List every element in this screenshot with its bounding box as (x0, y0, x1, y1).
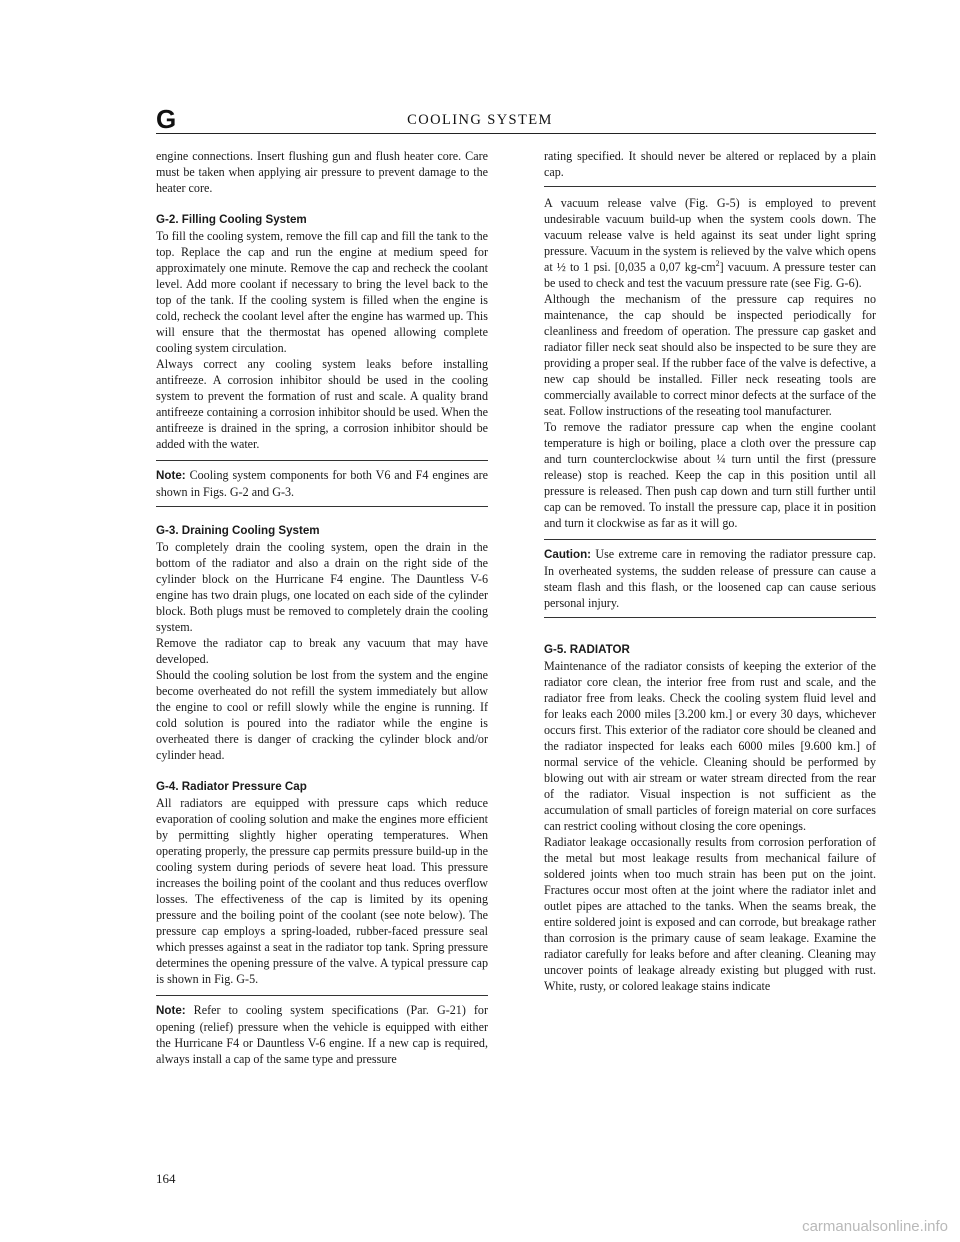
heading-g5: G-5. RADIATOR (544, 643, 630, 656)
page-number: 164 (156, 1171, 176, 1186)
note-text-continued: rating specified. It should never be altered or replaced by a plain cap. (544, 149, 876, 179)
header-rule (156, 133, 876, 134)
note-text: Refer to cooling system specifications (Par. G-21) for opening (relief) pressure when the vehicle is equipped with either the Hurricane F4 or Dauntless V-6 engine. If a new cap is required, always install a cap of the same type and pressure (156, 1003, 488, 1066)
paragraph-g3-1: To completely drain the cooling system, open the drain in the bottom of the radiator and also a drain on the right side of the cylinder block on the Hurricane F4 engine. The Dauntless V-6 engine has two drain plugs, one located on each side of the cylinder block. Both plugs must be removed to completely drain the cooling system. (156, 540, 488, 634)
paragraph-continued: engine connections. Insert flushing gun and flush heater core. Care must be taken when applying air pressure to prevent damage to the heater core. (156, 149, 488, 195)
heading-g3: G-3. Draining Cooling System (156, 524, 320, 537)
note-label: Note: (156, 469, 186, 482)
page-header (0, 0, 960, 140)
caution-label: Caution: (544, 548, 592, 561)
note-box-components (156, 460, 488, 507)
paragraph-g5-2: Radiator leakage occasionally results from corrosion perforation of the metal but most leakage results from mechanical failure of soldered joints when too much strain has been put on the joint. Fractures occur most often at the joint where the radiator inlet and outlet pipes are attached to the tanks. When the seams break, the entire soldered joint is exposed and can corrode, but breakage rather than corrosion is the primary cause of seam leakage. Examine the radiator carefully for leaks before and after cleaning. Cleaning may uncover points of leakage already existing but plugged with rust. White, rusty, or colored leakage stains indicate (544, 835, 876, 993)
note-box-pressure (156, 995, 488, 1073)
heading-g4: G-4. Radiator Pressure Cap (156, 780, 307, 793)
heading-g2: G-2. Filling Cooling System (156, 213, 307, 226)
paragraph-g5-1: Maintenance of the radiator consists of keeping the exterior of the radiator core clean, the interior free from rust and scale, and the radiator free from leaks. Check the cooling system fluid level and for leaks each 2000 miles [3.200 km.] or every 30 days, whichever occurs first. This exterior of the radiator core should be cleaned and the radiator inspected for leaks each 6000 miles [9.600 km.] of normal service of the vehicle. Cleaning should be performed by blowing out with air stream or water stream directed from the rear of the radiator. Visual inspection is not sufficient as the accumulation of small particles of foreign material on core surfaces can restrict cooling without closing the core openings. (544, 659, 876, 833)
paragraph-g3-3: Should the cooling solution be lost from the system and the engine become overheated do not refill the system immediately but allow the engine to cool or refill slowly while the engine is running. If cold solution is poured into the radiator while the engine is overheated there is danger of cracking the cylinder block and/or cylinder head. (156, 668, 488, 762)
paragraph-g3-2: Remove the radiator cap to break any vacuum that may have developed. (156, 636, 488, 666)
paragraph-cap-maintenance: Although the mechanism of the pressure cap requires no maintenance, the cap should be inspected periodically for cleanliness and freedom of operation. The pressure cap gasket and radiator filler neck seat should also be inspected to be sure they are providing a proper seal. If the rubber face of the valve is defective, a new cap should be installed. Filler neck reseating tools are commercially available to correct minor defects at the surface of the seat. Follow instructions of the reseating tool manufacturer. (544, 292, 876, 418)
paragraph-vacuum-valve: A vacuum release valve (Fig. G-5) is employed to prevent undesirable vacuum build-up when the system cools down. The vacuum release valve is held against its seat under light spring pressure. Vacuum in the system is relieved by the valve which opens at ½ to 1 psi. [0,035 a 0,07 $kg-cm^2$] vacuum. A pressure tester can be used to check and test the vacuum pressure rate (see Fig. G-6). (544, 196, 876, 290)
paragraph-g2-2: Always correct any cooling system leaks before installing antifreeze. A corrosion inhibitor should be used in the cooling system to prevent the formation of rust and scale. A quality brand antifreeze containing a corrosion inhibitor should be used. When the antifreeze is drained in the spring, a corrosion inhibitor should be added with the water. (156, 357, 488, 451)
caution-box (544, 539, 876, 618)
section-letter: G (156, 104, 177, 134)
right-column (544, 148, 876, 994)
page-title: COOLING SYSTEM (407, 112, 553, 128)
paragraph-g4-1: All radiators are equipped with pressure caps which reduce evaporation of cooling solution and make the engines more efficient by permitting slightly higher operating temperatures. When operating properly, the pressure cap permits pressure build-up in the cooling system during periods of severe heat load. This pressure increases the boiling point of the coolant and thus reduces overflow losses. The effectiveness of the cap is limited by its opening pressure and the boiling point of the coolant (see note below). The pressure cap employs a spring-loaded, rubber-faced pressure seal which presses against a seat in the radiator top tank. Spring pressure determines the opening pressure of the valve. A typical pressure cap is shown in Fig. G-5. (156, 796, 488, 986)
left-column (156, 148, 488, 1073)
note-box-pressure-continued (544, 148, 876, 187)
paragraph-cap-removal: To remove the radiator pressure cap when the engine coolant temperature is high or boiling, place a cloth over the pressure cap and turn counterclockwise about ¼ turn until the first (pressure release) stop is reached. Keep the cap in this position until all pressure is released. Then push cap down and turn still further until cap can be removed. To install the pressure cap, place it in position and turn it clockwise as far as it will go. (544, 420, 876, 530)
site-watermark: carmanualsonline.info (802, 1218, 948, 1235)
caution-text: Use extreme care in removing the radiator pressure cap. In overheated systems, the sudden release of pressure can cause a steam flash and this flash, or the loosened cap can cause serious personal injury. (544, 547, 876, 610)
paragraph-g2-1: To fill the cooling system, remove the fill cap and fill the tank to the top. Replace the cap and run the engine at medium speed for approximately one minute. Remove the cap and recheck the coolant level. Add more coolant if necessary to bring the level back to the top of the tank. If the cooling system is filled when the engine is cold, recheck the coolant level after the engine has warmed up. This will ensure that the thermostat has opened allowing complete cooling system circulation. (156, 229, 488, 355)
note-text: Cooling system components for both V6 and F4 engines are shown in Figs. G-2 and G-3. (156, 468, 489, 499)
note-label: Note: (156, 1004, 186, 1017)
